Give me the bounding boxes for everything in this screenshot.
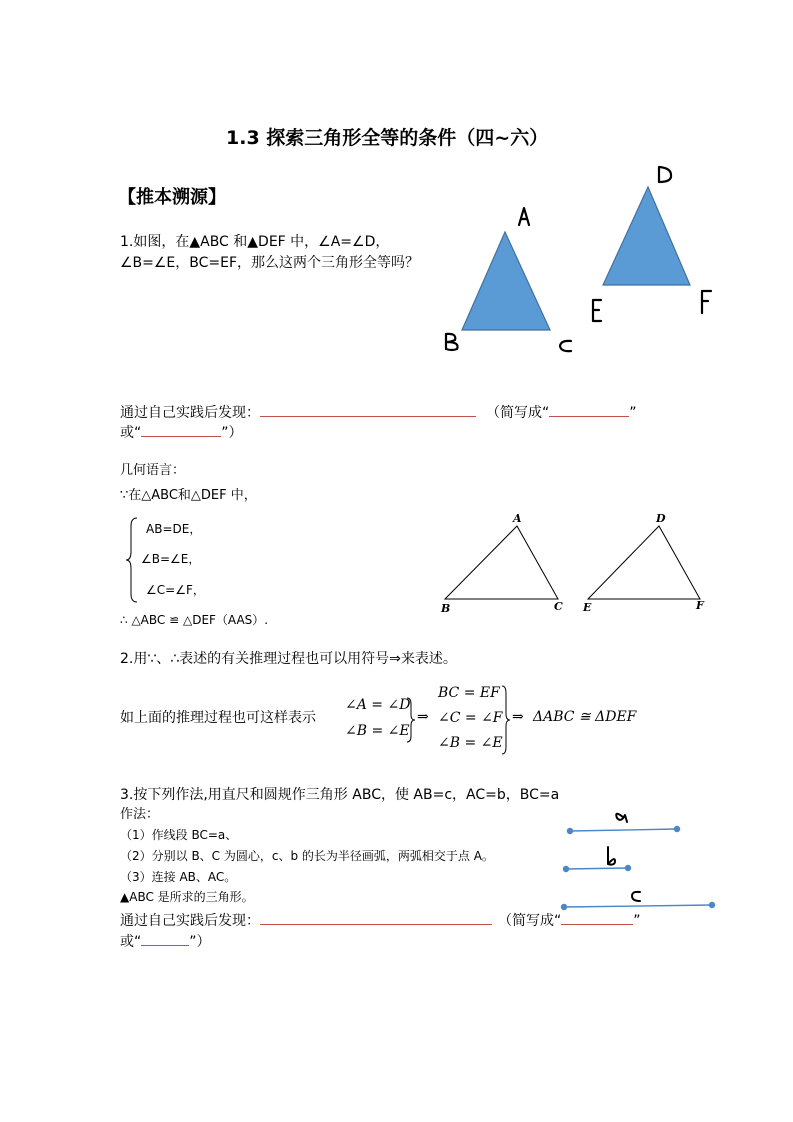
q3-done: ▲ABC 是所求的三角形。 xyxy=(120,890,254,904)
segment-a-end-point[interactable] xyxy=(674,826,680,832)
triangle-def-outline xyxy=(588,526,700,599)
figure-segments xyxy=(555,800,725,915)
eq-angle-c-f: ∠C = ∠F xyxy=(438,710,503,726)
discover1-row2 xyxy=(120,422,243,442)
geometry-conclusion: ∴ △ABC ≌ △DEF（AAS）. xyxy=(120,613,269,627)
label-d: D xyxy=(656,512,666,525)
q1-line2: ∠B=∠E，BC=EF，那么这两个三角形全等吗？ xyxy=(120,255,420,271)
label-a-handwritten-icon xyxy=(519,208,529,225)
answer-blank-6[interactable] xyxy=(141,931,189,946)
discover2-row2 xyxy=(120,931,211,951)
q3-step2: （2）分别以 B、C 为圆心，c、b 的长为半径画弧，两弧相交于点 A。 xyxy=(120,849,494,863)
discover1-or-open: 或“ xyxy=(120,425,142,441)
answer-blank-5[interactable] xyxy=(561,910,633,925)
segment-c-end-point[interactable] xyxy=(709,902,715,908)
page-title: 1.3 探索三角形全等的条件（四~六） xyxy=(226,127,549,149)
label-f: F xyxy=(696,599,704,612)
discover2-prefix: 通过自己实践后发现： xyxy=(120,913,260,929)
eq-angle-a-d: ∠A = ∠D xyxy=(345,697,411,713)
label-segment-b-icon xyxy=(608,847,615,865)
implies-arrow-2: ⇒ xyxy=(512,709,524,725)
left-brace-icon xyxy=(124,516,140,604)
label-e: E xyxy=(583,601,592,614)
eq-bc-ef: BC = EF xyxy=(438,685,500,701)
segment-c xyxy=(564,905,712,907)
geometry-heading: 几何语言： xyxy=(120,463,186,478)
q3-method: 作法： xyxy=(120,807,160,822)
label-a: A xyxy=(513,512,522,525)
label-c-handwritten-icon xyxy=(560,341,571,351)
discover2-abbr-close: ” xyxy=(633,913,641,929)
triangle-abc-outline xyxy=(445,526,558,599)
label-b-handwritten-icon xyxy=(446,334,458,350)
answer-blank-4[interactable] xyxy=(260,910,492,925)
discover1-prefix: 通过自己实践后发现： xyxy=(120,405,260,421)
condition-ab-de: AB=DE， xyxy=(146,522,202,536)
label-segment-a-icon xyxy=(616,814,627,822)
label-e-handwritten-icon xyxy=(593,300,601,321)
congruence-result: ΔABC ≅ ΔDEF xyxy=(533,709,637,725)
segment-b-end-point[interactable] xyxy=(625,865,631,871)
answer-blank-3[interactable] xyxy=(141,422,221,437)
label-f-handwritten-icon xyxy=(702,291,711,313)
label-c: C xyxy=(554,600,563,613)
figure-outline-triangles xyxy=(436,508,726,618)
discover2-or-open: 或“ xyxy=(120,934,142,950)
eq-angle-b-e-2: ∠B = ∠E xyxy=(438,735,503,751)
condition-angle-c-f: ∠C=∠F， xyxy=(146,583,205,597)
q2-text: 2.用∵、∴表述的有关推理过程也可以用符号⇒来表述。 xyxy=(120,651,457,667)
answer-blank-1[interactable] xyxy=(260,402,476,417)
discover1-row xyxy=(120,402,637,422)
q3-step1: （1）作线段 BC=a、 xyxy=(120,828,238,842)
q1-line1: 1.如图，在▲ABC 和▲DEF 中，∠A=∠D， xyxy=(120,234,390,250)
discover2-abbr-open: （简写成“ xyxy=(498,913,562,929)
section-heading: 【推本溯源】 xyxy=(118,187,226,208)
condition-angle-b-e: ∠B=∠E， xyxy=(141,552,201,566)
label-b: B xyxy=(441,602,451,615)
segment-b-start-point[interactable] xyxy=(563,866,569,872)
right-brace-1-icon xyxy=(406,696,416,744)
q2-intro: 如上面的推理过程也可这样表示 xyxy=(120,710,316,726)
triangle-def xyxy=(603,187,690,285)
q3-step3: （3）连接 AB、AC。 xyxy=(120,870,237,884)
right-brace-2-icon xyxy=(501,684,511,756)
geometry-because: ∵在△ABC和△DEF 中， xyxy=(120,488,257,503)
label-segment-c-icon xyxy=(632,892,640,901)
segment-a-start-point[interactable] xyxy=(567,828,573,834)
discover1-or-close: ”） xyxy=(221,425,243,441)
discover1-abbr-open: （简写成“ xyxy=(486,405,550,421)
discover2-or-close: ”） xyxy=(189,934,211,950)
segment-a xyxy=(570,829,677,831)
label-d-handwritten-icon xyxy=(659,167,671,182)
discover1-abbr-close: ” xyxy=(629,405,637,421)
triangle-abc xyxy=(462,232,550,330)
q3-line1: 3.按下列作法,用直尺和圆规作三角形 ABC，使 AB=c，AC=b，BC=a xyxy=(120,787,560,803)
segment-b xyxy=(566,868,628,869)
figure-blue-triangles xyxy=(430,150,730,365)
answer-blank-2[interactable] xyxy=(549,402,629,417)
eq-angle-b-e: ∠B = ∠E xyxy=(345,723,410,739)
discover2-row xyxy=(120,910,641,930)
implies-arrow-1: ⇒ xyxy=(417,709,429,725)
